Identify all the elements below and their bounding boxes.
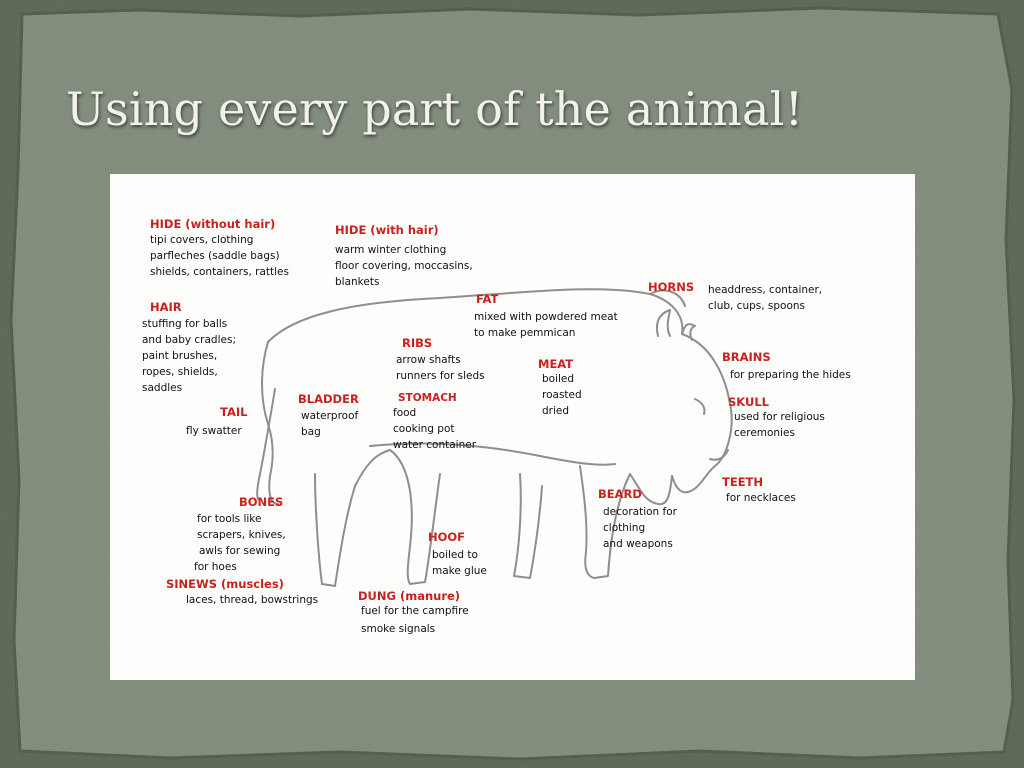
use-item: for necklaces — [726, 492, 796, 504]
label-dung: DUNG (manure) — [358, 589, 461, 603]
label-teeth: TEETH — [722, 475, 764, 489]
label-sinews: SINEWS (muscles) — [166, 577, 284, 591]
use-item: blankets — [335, 276, 380, 288]
uses-hide-with-hair — [335, 242, 473, 290]
use-item: clothing — [603, 522, 646, 534]
uses-skull — [734, 409, 825, 441]
label-skull: SKULL — [728, 395, 769, 409]
label-hide-without-hair: HIDE (without hair) — [150, 217, 276, 231]
uses-horns — [708, 282, 822, 314]
uses-bladder — [301, 408, 358, 440]
use-item: for hoes — [194, 561, 237, 573]
use-item: runners for sleds — [396, 370, 485, 382]
label-fat: FAT — [476, 292, 499, 306]
label-bladder: BLADDER — [298, 392, 359, 406]
use-item: laces, thread, bowstrings — [186, 594, 319, 606]
uses-hoof — [432, 547, 487, 579]
use-item: food — [393, 407, 417, 419]
use-item: scrapers, knives, — [197, 529, 286, 541]
bison-horn-left — [657, 310, 670, 336]
label-hoof: HOOF — [428, 530, 466, 544]
use-item: fly swatter — [186, 425, 242, 437]
label-beard: BEARD — [598, 487, 642, 501]
bison-face — [695, 399, 728, 460]
use-item: water container — [393, 439, 477, 451]
use-item: paint brushes, — [142, 350, 218, 362]
uses-stomach — [393, 405, 476, 453]
use-item: used for religious — [734, 411, 825, 423]
label-ribs: RIBS — [402, 336, 433, 350]
use-item: dried — [542, 405, 570, 417]
uses-sinews — [186, 592, 318, 608]
use-item: headdress, container, — [708, 284, 823, 296]
bison-hind-leg-front — [355, 450, 440, 584]
label-horns: HORNS — [648, 280, 695, 294]
uses-tail — [186, 423, 242, 439]
uses-hide-without-hair — [150, 232, 289, 280]
use-item: warm winter clothing — [335, 244, 447, 256]
uses-beard — [603, 504, 677, 552]
use-item: shields, containers, rattles — [150, 266, 289, 278]
bison-diagram — [110, 174, 915, 680]
use-item: fuel for the campfire — [361, 605, 469, 617]
uses-brains — [730, 367, 851, 383]
uses-dung — [361, 603, 469, 637]
bison-hind-leg-back — [315, 474, 355, 586]
use-item: ropes, shields, — [142, 366, 218, 378]
uses-bones — [194, 511, 286, 575]
use-item: tipi covers, clothing — [150, 234, 254, 246]
use-item: waterproof — [301, 410, 359, 422]
use-item: and baby cradles; — [142, 334, 236, 346]
use-item: arrow shafts — [396, 354, 461, 366]
use-item: cooking pot — [393, 423, 455, 435]
use-item: parfleches (saddle bags) — [150, 250, 280, 262]
use-item: and weapons — [603, 538, 673, 550]
use-item: boiled to — [432, 549, 478, 561]
use-item: smoke signals — [361, 623, 436, 635]
bison-fore-leg-back — [514, 474, 542, 578]
label-tail: TAIL — [220, 405, 248, 419]
use-item: decoration for — [603, 506, 677, 518]
use-item: to make pemmican — [474, 327, 576, 339]
uses-fat — [474, 309, 618, 341]
label-hide-with-hair: HIDE (with hair) — [335, 223, 439, 237]
use-item: floor covering, moccasins, — [335, 260, 473, 272]
use-item: awls for sewing — [199, 545, 281, 557]
label-stomach: STOMACH — [398, 392, 457, 404]
use-item: bag — [301, 426, 321, 438]
uses-ribs — [396, 352, 485, 384]
use-item: saddles — [142, 382, 183, 394]
use-item: for tools like — [197, 513, 262, 525]
label-brains: BRAINS — [722, 350, 771, 364]
use-item: roasted — [542, 389, 582, 401]
use-item: make glue — [432, 565, 487, 577]
use-item: ceremonies — [734, 427, 795, 439]
uses-hair — [142, 316, 236, 396]
label-meat: MEAT — [538, 357, 574, 371]
label-bones: BONES — [239, 495, 284, 509]
uses-teeth — [726, 490, 796, 506]
label-hair: HAIR — [150, 300, 182, 314]
use-item: boiled — [542, 373, 575, 385]
slide-title: Using every part of the animal! — [66, 82, 804, 136]
use-item: mixed with powdered meat — [474, 311, 618, 323]
use-item: club, cups, spoons — [708, 300, 806, 312]
use-item: for preparing the hides — [730, 369, 851, 381]
use-item: stuffing for balls — [142, 318, 228, 330]
uses-meat — [542, 371, 582, 419]
